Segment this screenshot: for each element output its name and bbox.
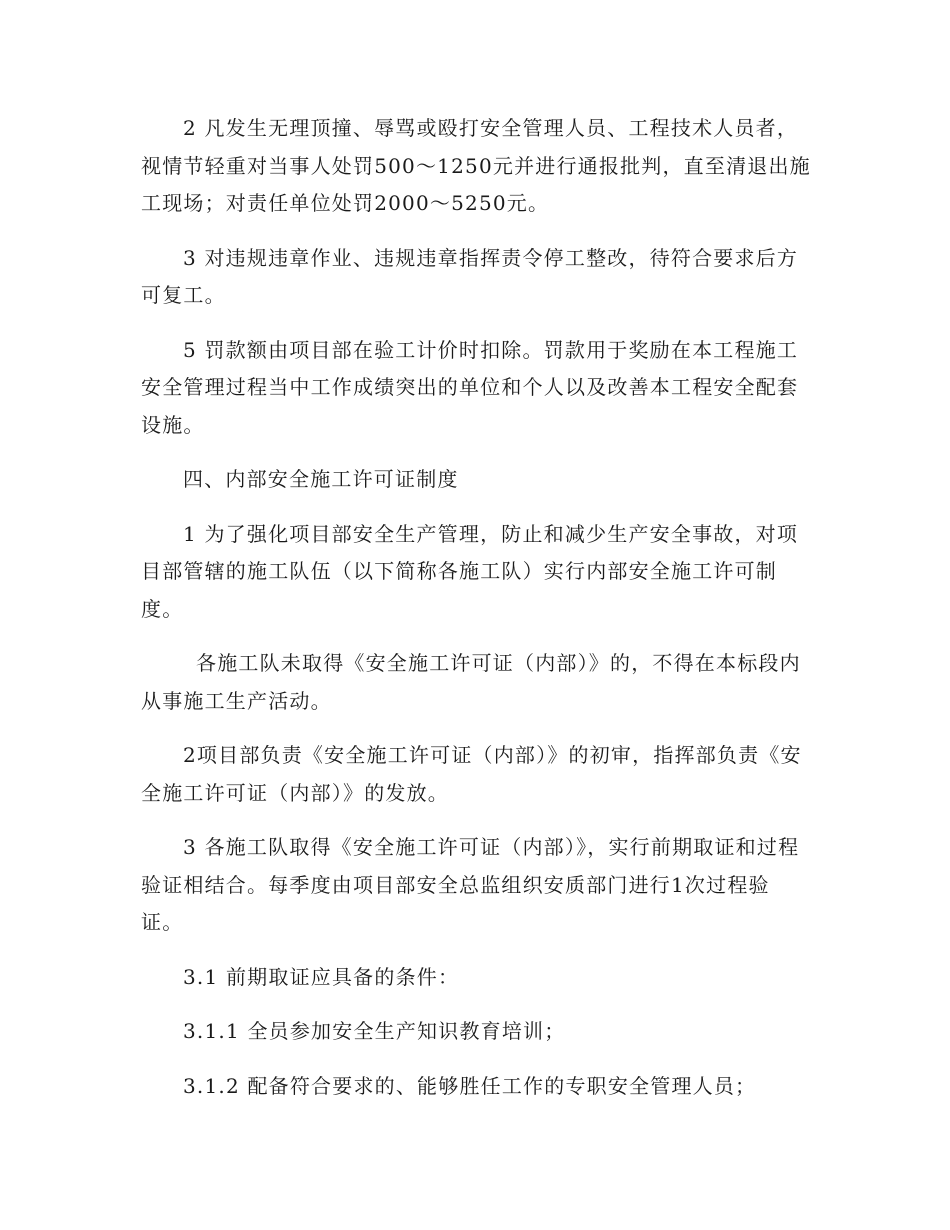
paragraph-condition-safety-staff: 3.1.2 配备符合要求的、能够胜任工作的专职安全管理人员； xyxy=(183,1073,757,1098)
paragraph-permit-responsibility: 2项目部负责《安全施工许可证（内部）》的初审，指挥部负责《安全施工许可证（内部）》的发放。 xyxy=(141,743,802,805)
paragraph-penalty-insult: 2 凡发生无理顶撞、辱骂或殴打安全管理人员、工程技术人员者，视情节轻重对当事人处罚500～1250元并进行通报批判，直至清退出施工现场；对责任单位处罚2000～5250元。 xyxy=(141,116,811,215)
paragraph-stop-work: 3 对违规违章作业、违规违章指挥责令停工整改，待符合要求后方可复工。 xyxy=(141,245,799,307)
document-body xyxy=(141,110,811,1122)
paragraph-condition-training: 3.1.1 全员参加安全生产知识教育培训； xyxy=(183,1019,566,1043)
paragraph-permit-purpose: 1 为了强化项目部安全生产管理，防止和减少生产安全事故，对项目部管辖的施工队伍（以下简称各施工队）实行内部安全施工许可制度。 xyxy=(141,521,799,621)
paragraph-conditions-heading: 3.1 前期取证应具备的条件： xyxy=(183,964,460,989)
paragraph-fine-deduction: 5 罚款额由项目部在验工计价时扣除。罚款用于奖励在本工程施工安全管理过程当中工作成绩突出的单位和个人以及改善本工程安全配套设施。 xyxy=(141,337,799,437)
section-heading-internal-permit: 四、内部安全施工许可证制度 xyxy=(183,467,459,491)
paragraph-permit-requirement: 各施工队未取得《安全施工许可证（内部）》的，不得在本标段内从事施工生产活动。 xyxy=(141,651,801,713)
paragraph-permit-verification: 3 各施工队取得《安全施工许可证（内部）》，实行前期取证和过程验证相结合。每季度由项目部安全总监组织安质部门进行1次过程验证。 xyxy=(141,835,800,934)
